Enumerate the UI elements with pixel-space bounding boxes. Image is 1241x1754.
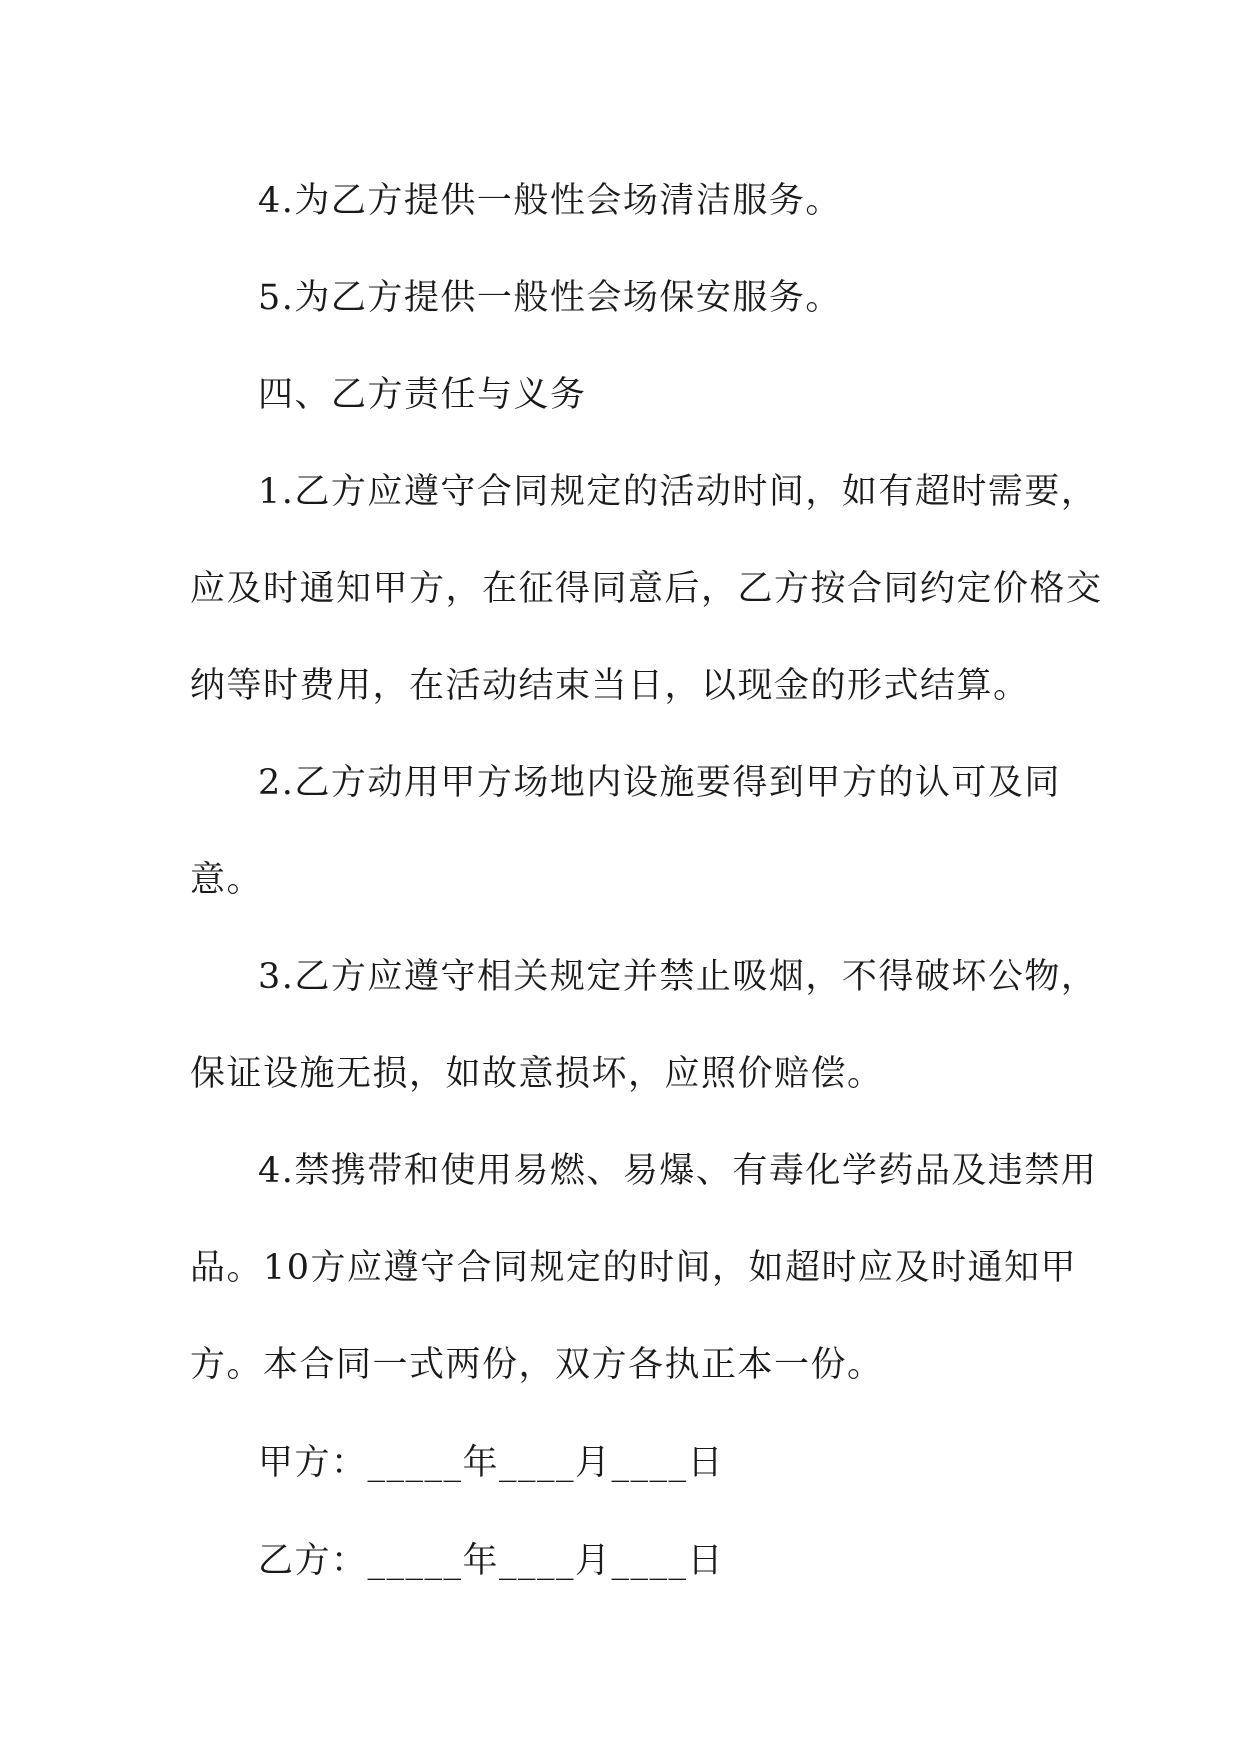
clause-b1-line-1: 1.乙方应遵守合同规定的活动时间，如有超时需要， xyxy=(258,472,1098,512)
clause-b2-line-2: 意。 xyxy=(190,860,264,900)
clause-b3-line-2: 保证设施无损，如故意损坏，应照价赔偿。 xyxy=(190,1054,884,1094)
clause-b1-line-2: 应及时通知甲方，在征得同意后，乙方按合同约定价格交 xyxy=(190,569,1103,609)
signature-party-b: 乙方：_____年____月____日 xyxy=(258,1541,725,1581)
signature-party-a: 甲方：_____年____月____日 xyxy=(258,1443,725,1483)
section-heading-party-b-duties: 四、乙方责任与义务 xyxy=(258,375,587,415)
clause-b4-line-2: 品。10方应遵守合同规定的时间，如超时应及时通知甲 xyxy=(190,1248,1078,1288)
clause-party-a-5-security: 5.为乙方提供一般性会场保安服务。 xyxy=(258,278,842,318)
clause-b4-line-1: 4.禁携带和使用易燃、易爆、有毒化学药品及违禁用 xyxy=(258,1151,1098,1191)
clause-b1-line-3: 纳等时费用，在活动结束当日，以现金的形式结算。 xyxy=(190,666,1030,706)
clause-b2-line-1: 2.乙方动用甲方场地内设施要得到甲方的认可及同 xyxy=(258,763,1061,803)
clause-party-a-4-cleaning: 4.为乙方提供一般性会场清洁服务。 xyxy=(258,181,842,221)
clause-b3-line-1: 3.乙方应遵守相关规定并禁止吸烟，不得破坏公物， xyxy=(258,957,1098,997)
clause-b4-line-3: 方。本合同一式两份，双方各执正本一份。 xyxy=(190,1345,884,1385)
